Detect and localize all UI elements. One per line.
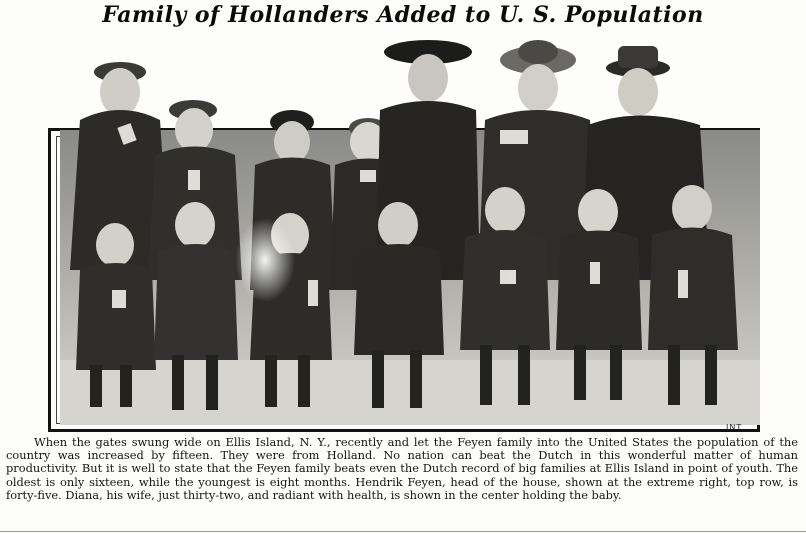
caption-text: When the gates swung wide on Ellis Island, N. Y., recently and let the Feyen family into the United States the population of the country was increased by fifteen. They were from Holland. No nation can beat the Dutch in this wonderful matter of human productivity. But it is well to state that the Feyen family beats even the Dutch record of big families at Ellis Island in point of youth. The oldest is only sixteen, while the youngest is eight months. Hendrik Feyen, head of the house, shown at the extreme right, top row, is forty-five. Diana, his wife, just thirty-two, and radiant with health, is shown in the center holding the baby. <box>6 435 798 502</box>
family-photograph-image <box>60 30 760 425</box>
family-photograph <box>60 30 760 425</box>
headline: Family of Hollanders Added to U. S. Population <box>102 2 704 28</box>
bottom-rule <box>0 531 806 532</box>
photo-credit: INT <box>726 423 743 432</box>
